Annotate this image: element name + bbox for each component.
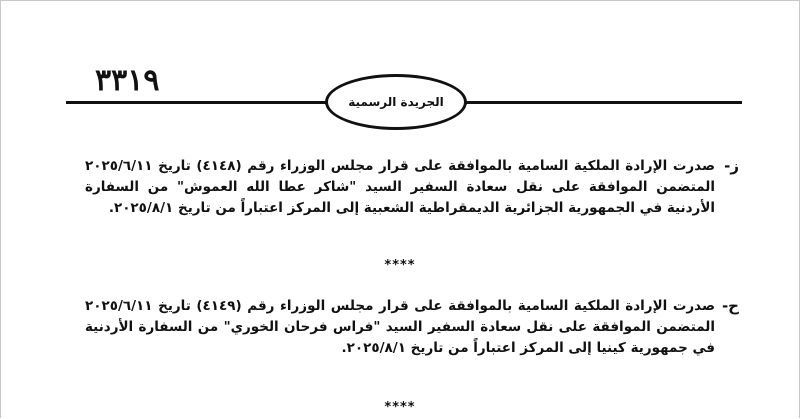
entry-letter: ح- — [721, 297, 739, 315]
decree-entry — [85, 156, 739, 219]
entry-letter: ز- — [724, 157, 739, 175]
gazette-title: الجريدة الرسمية — [348, 95, 444, 109]
entry-text: صدرت الإرادة الملكية السامية بالموافقة على قرار مجلس الوزراء رقم (٤١٤٩) تاريخ ٢٠٢٥/٦/١١ المتضمن الموافقة على نقل سعادة السفير السيد "فراس فرحان الخوري" من السفارة الأردنية في جمهورية كينيا إلى المركز اعتباراً من تاريخ ٢٠٢٥/٨/١. — [85, 298, 715, 356]
gazette-title-oval — [325, 74, 467, 130]
separator: **** — [384, 400, 416, 415]
decree-entry — [85, 296, 739, 359]
page-header — [0, 0, 800, 150]
separator: **** — [384, 258, 416, 273]
page-number: ٣٣١٩ — [95, 63, 160, 98]
entry-text: صدرت الإرادة الملكية السامية بالموافقة على قرار مجلس الوزراء رقم (٤١٤٨) تاريخ ٢٠٢٥/٦/١١ المتضمن الموافقة على نقل سعادة السفير السيد "شاكر عطا الله العموش" من السفارة الأردنية في الجمهورية الجزائرية الديمقراطية الشعبية إلى المركز اعتباراً من تاريخ ٢٠٢٥/٨/١. — [85, 158, 715, 216]
